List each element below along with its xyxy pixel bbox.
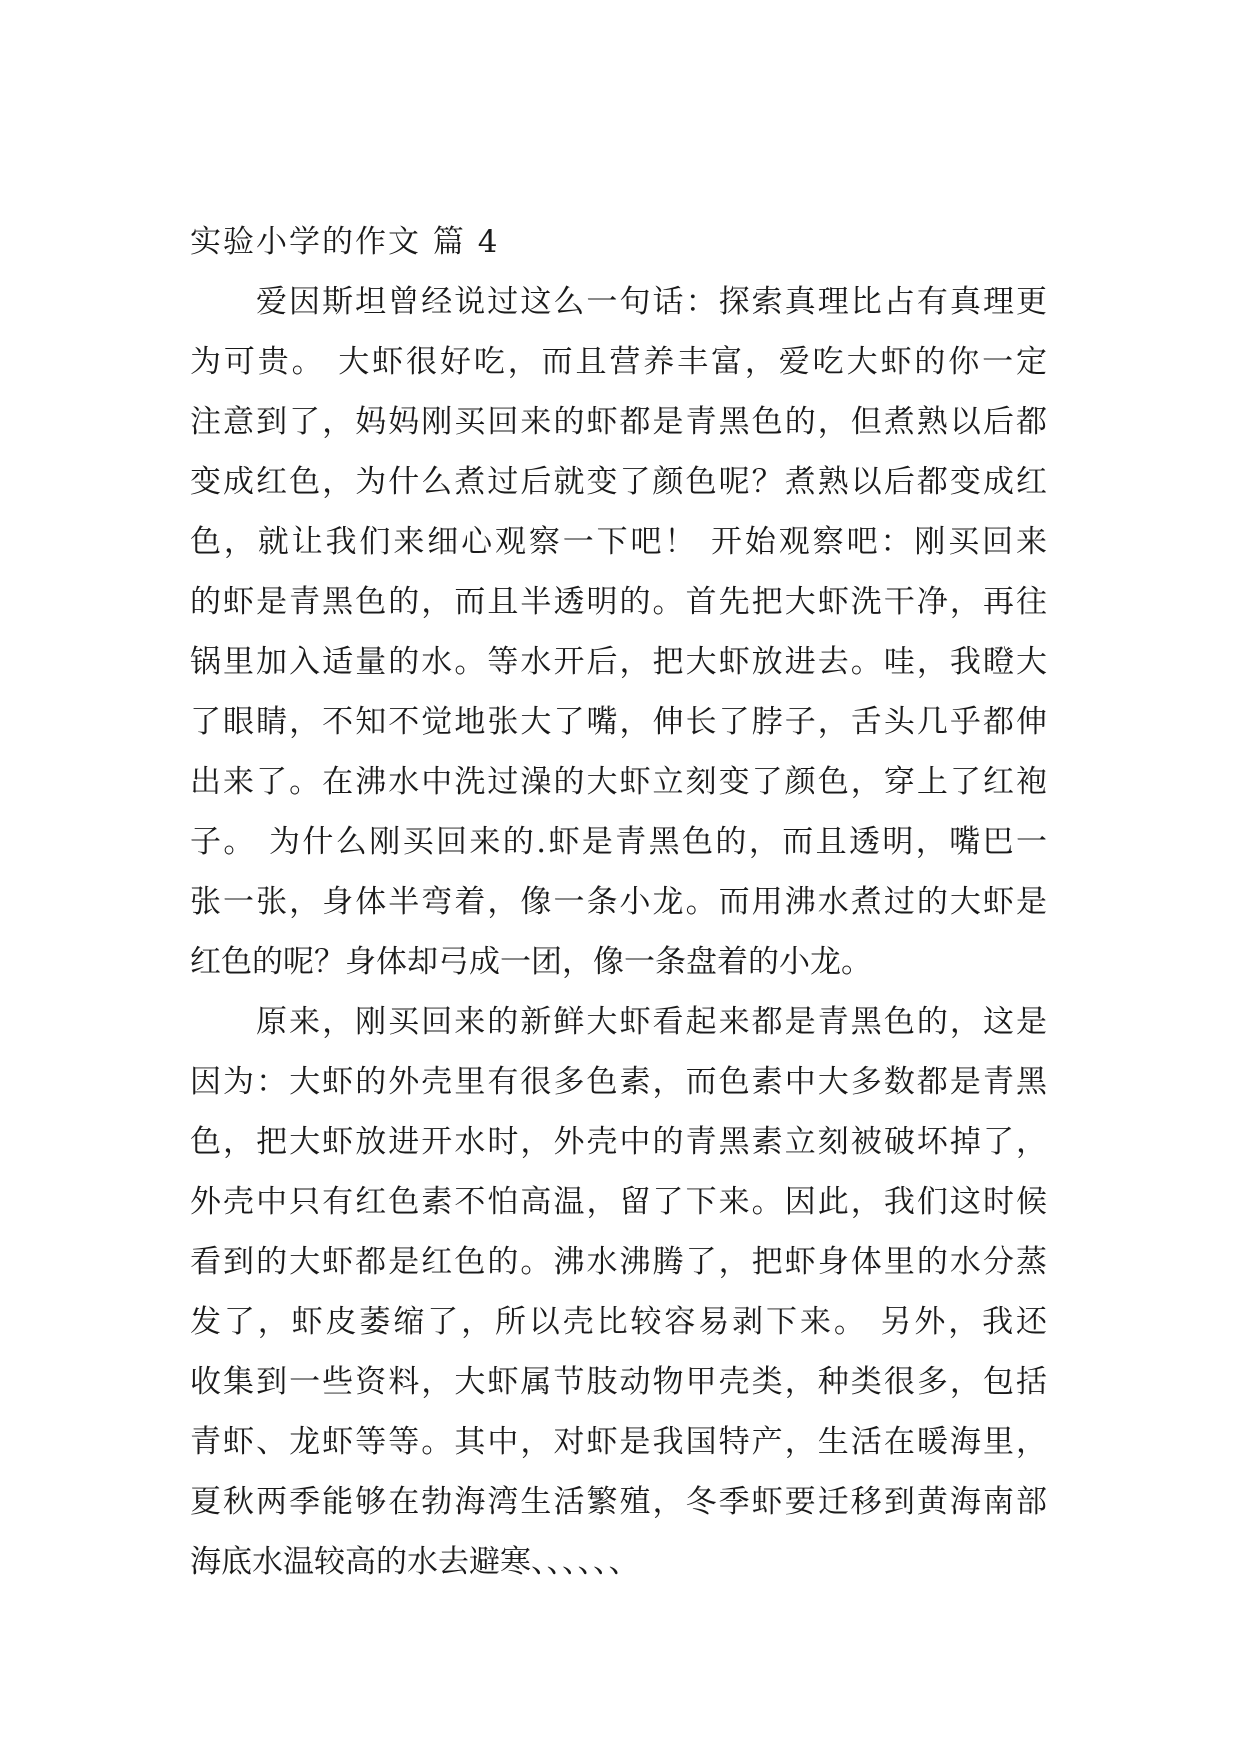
document-title: 实验小学的作文 篇 4: [190, 224, 500, 260]
paragraph-line: 爱因斯坦曾经说过这么一句话：探索真理比占有真理更: [256, 284, 1047, 320]
paragraph-line: 的虾是青黑色的，而且半透明的。首先把大虾洗干净，再往: [190, 584, 1047, 620]
paragraph-line: 出来了。在沸水中洗过澡的大虾立刻变了颜色，穿上了红袍: [190, 764, 1047, 800]
paragraph-line: 子。 为什么刚买回来的.虾是青黑色的，而且透明，嘴巴一: [190, 824, 1047, 860]
paragraph-line: 为可贵。 大虾很好吃，而且营养丰富，爱吃大虾的你一定: [190, 344, 1047, 380]
paragraph-line: 夏秋两季能够在勃海湾生活繁殖，冬季虾要迁移到黄海南部: [190, 1484, 1047, 1520]
paragraph-line: 锅里加入适量的水。等水开后，把大虾放进去。哇，我瞪大: [190, 644, 1047, 680]
paragraph-line: 看到的大虾都是红色的。沸水沸腾了，把虾身体里的水分蒸: [190, 1244, 1047, 1280]
paragraph-line: 了眼睛，不知不觉地张大了嘴，伸长了脖子，舌头几乎都伸: [190, 704, 1047, 740]
paragraph-line: 张一张，身体半弯着，像一条小龙。而用沸水煮过的大虾是: [190, 884, 1047, 920]
paragraph-line: 变成红色，为什么煮过后就变了颜色呢？煮熟以后都变成红: [190, 464, 1047, 500]
paragraph-line: 收集到一些资料，大虾属节肢动物甲壳类，种类很多，包括: [190, 1364, 1047, 1400]
paragraph-line: 原来，刚买回来的新鲜大虾看起来都是青黑色的，这是: [256, 1004, 1047, 1040]
paragraph-line: 色，就让我们来细心观察一下吧！ 开始观察吧：刚买回来: [190, 524, 1047, 560]
paragraph-line: 红色的呢？身体却弓成一团，像一条盘着的小龙。: [190, 944, 872, 980]
paragraph-line: 海底水温较高的水去避寒、、、、、、: [190, 1544, 640, 1580]
paragraph-line: 发了，虾皮萎缩了，所以壳比较容易剥下来。 另外，我还: [190, 1304, 1047, 1340]
paragraph-line: 因为：大虾的外壳里有很多色素，而色素中大多数都是青黑: [190, 1064, 1047, 1100]
paragraph-line: 注意到了，妈妈刚买回来的虾都是青黑色的，但煮熟以后都: [190, 404, 1047, 440]
paragraph-line: 外壳中只有红色素不怕高温，留了下来。因此，我们这时候: [190, 1184, 1047, 1220]
paragraph-line: 青虾、龙虾等等。其中，对虾是我国特产，生活在暖海里，: [190, 1424, 1047, 1460]
paragraph-line: 色，把大虾放进开水时，外壳中的青黑素立刻被破坏掉了，: [190, 1124, 1047, 1160]
